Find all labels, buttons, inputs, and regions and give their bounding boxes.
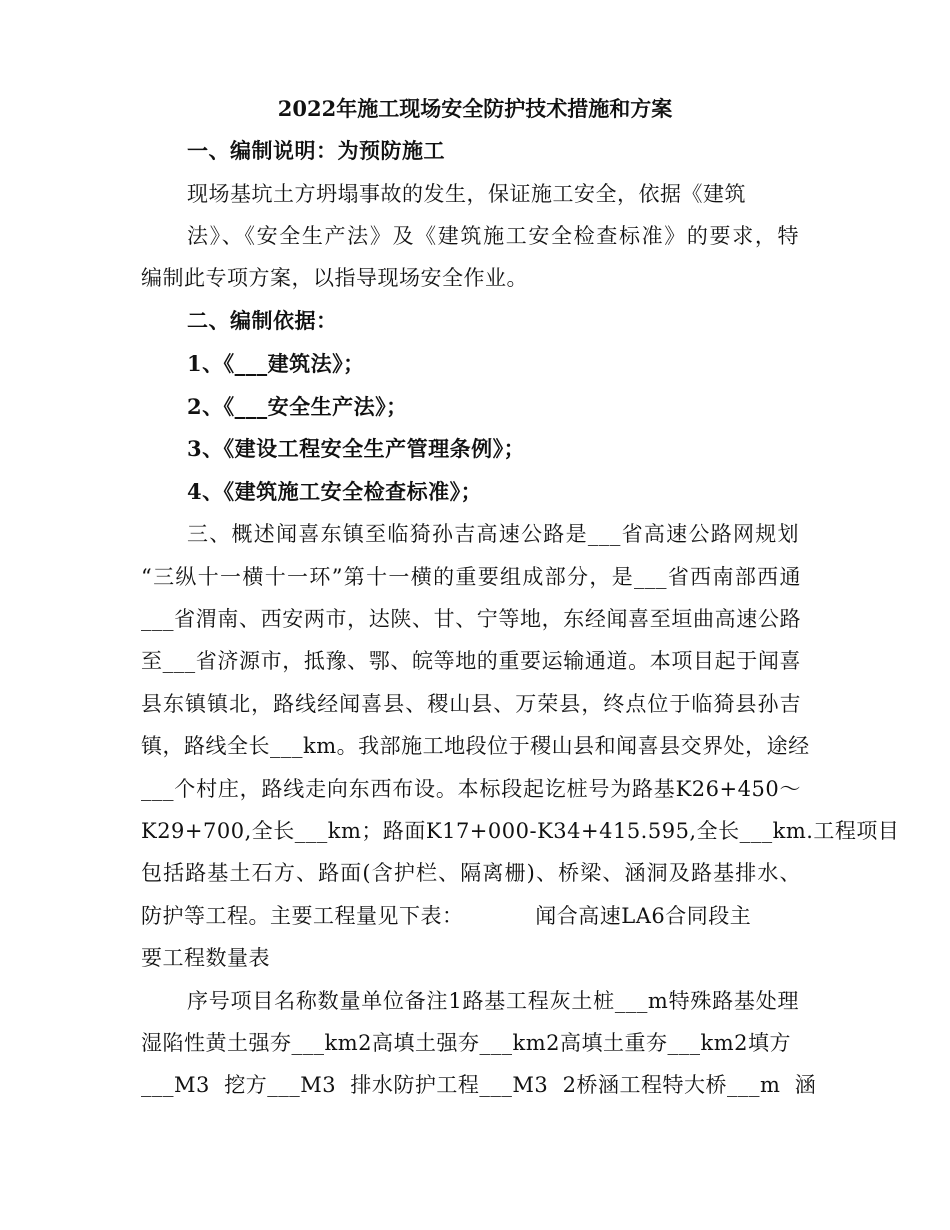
paragraph-line: 至___省济源市，抵豫、鄂、皖等地的重要运输通道。本项目起于闻喜 [141,649,801,673]
paragraph-line: ___省渭南、西安两市，达陕、甘、宁等地，东经闻喜至垣曲高速公路 [141,607,801,631]
paragraph-line: ___个村庄，路线走向东西布设。本标段起讫桩号为路基K26+450～ [141,777,801,801]
paragraph-line: 防护等工程。主要工程量见下表： 闻合高速LA6合同段主 [141,904,752,928]
paragraph-line: K29+700,全长___km；路面K17+000-K34+415.595,全长___km.工程项目 [141,819,900,843]
paragraph-line: 序号项目名称数量单位备注1路基工程灰土桩___m特殊路基处理 [187,989,799,1013]
paragraph-line: “三纵十一横十一环”第十一横的重要组成部分，是___省西南部西通 [141,565,801,589]
section-heading-1: 一、编制说明：为预防施工 [187,138,445,163]
paragraph-line: 要工程数量表 [141,946,270,970]
document-title: 2022年施工现场安全防护技术措施和方案 [277,96,673,121]
paragraph-line: 县东镇镇北，路线经闻喜县、稷山县、万荣县，终点位于临猗县孙吉 [141,692,801,716]
section-heading-2: 二、编制依据： [187,308,338,333]
list-item: 3、《建设工程安全生产管理条例》； [187,436,526,461]
paragraph-line: 镇，路线全长___km。我部施工地段位于稷山县和闻喜县交界处，途经 [141,734,810,758]
list-item: 4、《建筑施工安全检查标准》； [187,479,483,504]
list-item: 2、《___安全生产法》； [187,394,408,419]
paragraph-line: 法》、《安全生产法》及《建筑施工安全检查标准》的要求，特 [187,224,799,248]
paragraph-line: 现场基坑土方坍塌事故的发生，保证施工安全，依据《建筑 [187,182,746,206]
paragraph-line: ___M3 挖方___M3 排水防护工程___M3 2桥涵工程特大桥___m 涵 [141,1073,817,1097]
list-item: 1、《___建筑法》； [187,351,365,376]
paragraph-line: 湿陷性黄土强夯___km2高填土强夯___km2高填土重夯___km2填方 [141,1031,791,1055]
paragraph-line: 编制此专项方案，以指导现场安全作业。 [141,266,528,290]
paragraph-line: 包括路基土石方、路面(含护栏、隔离栅)、桥梁、涵洞及路基排水、 [141,861,801,885]
paragraph-line: 三、概述闻喜东镇至临猗孙吉高速公路是___省高速公路网规划 [187,522,799,546]
